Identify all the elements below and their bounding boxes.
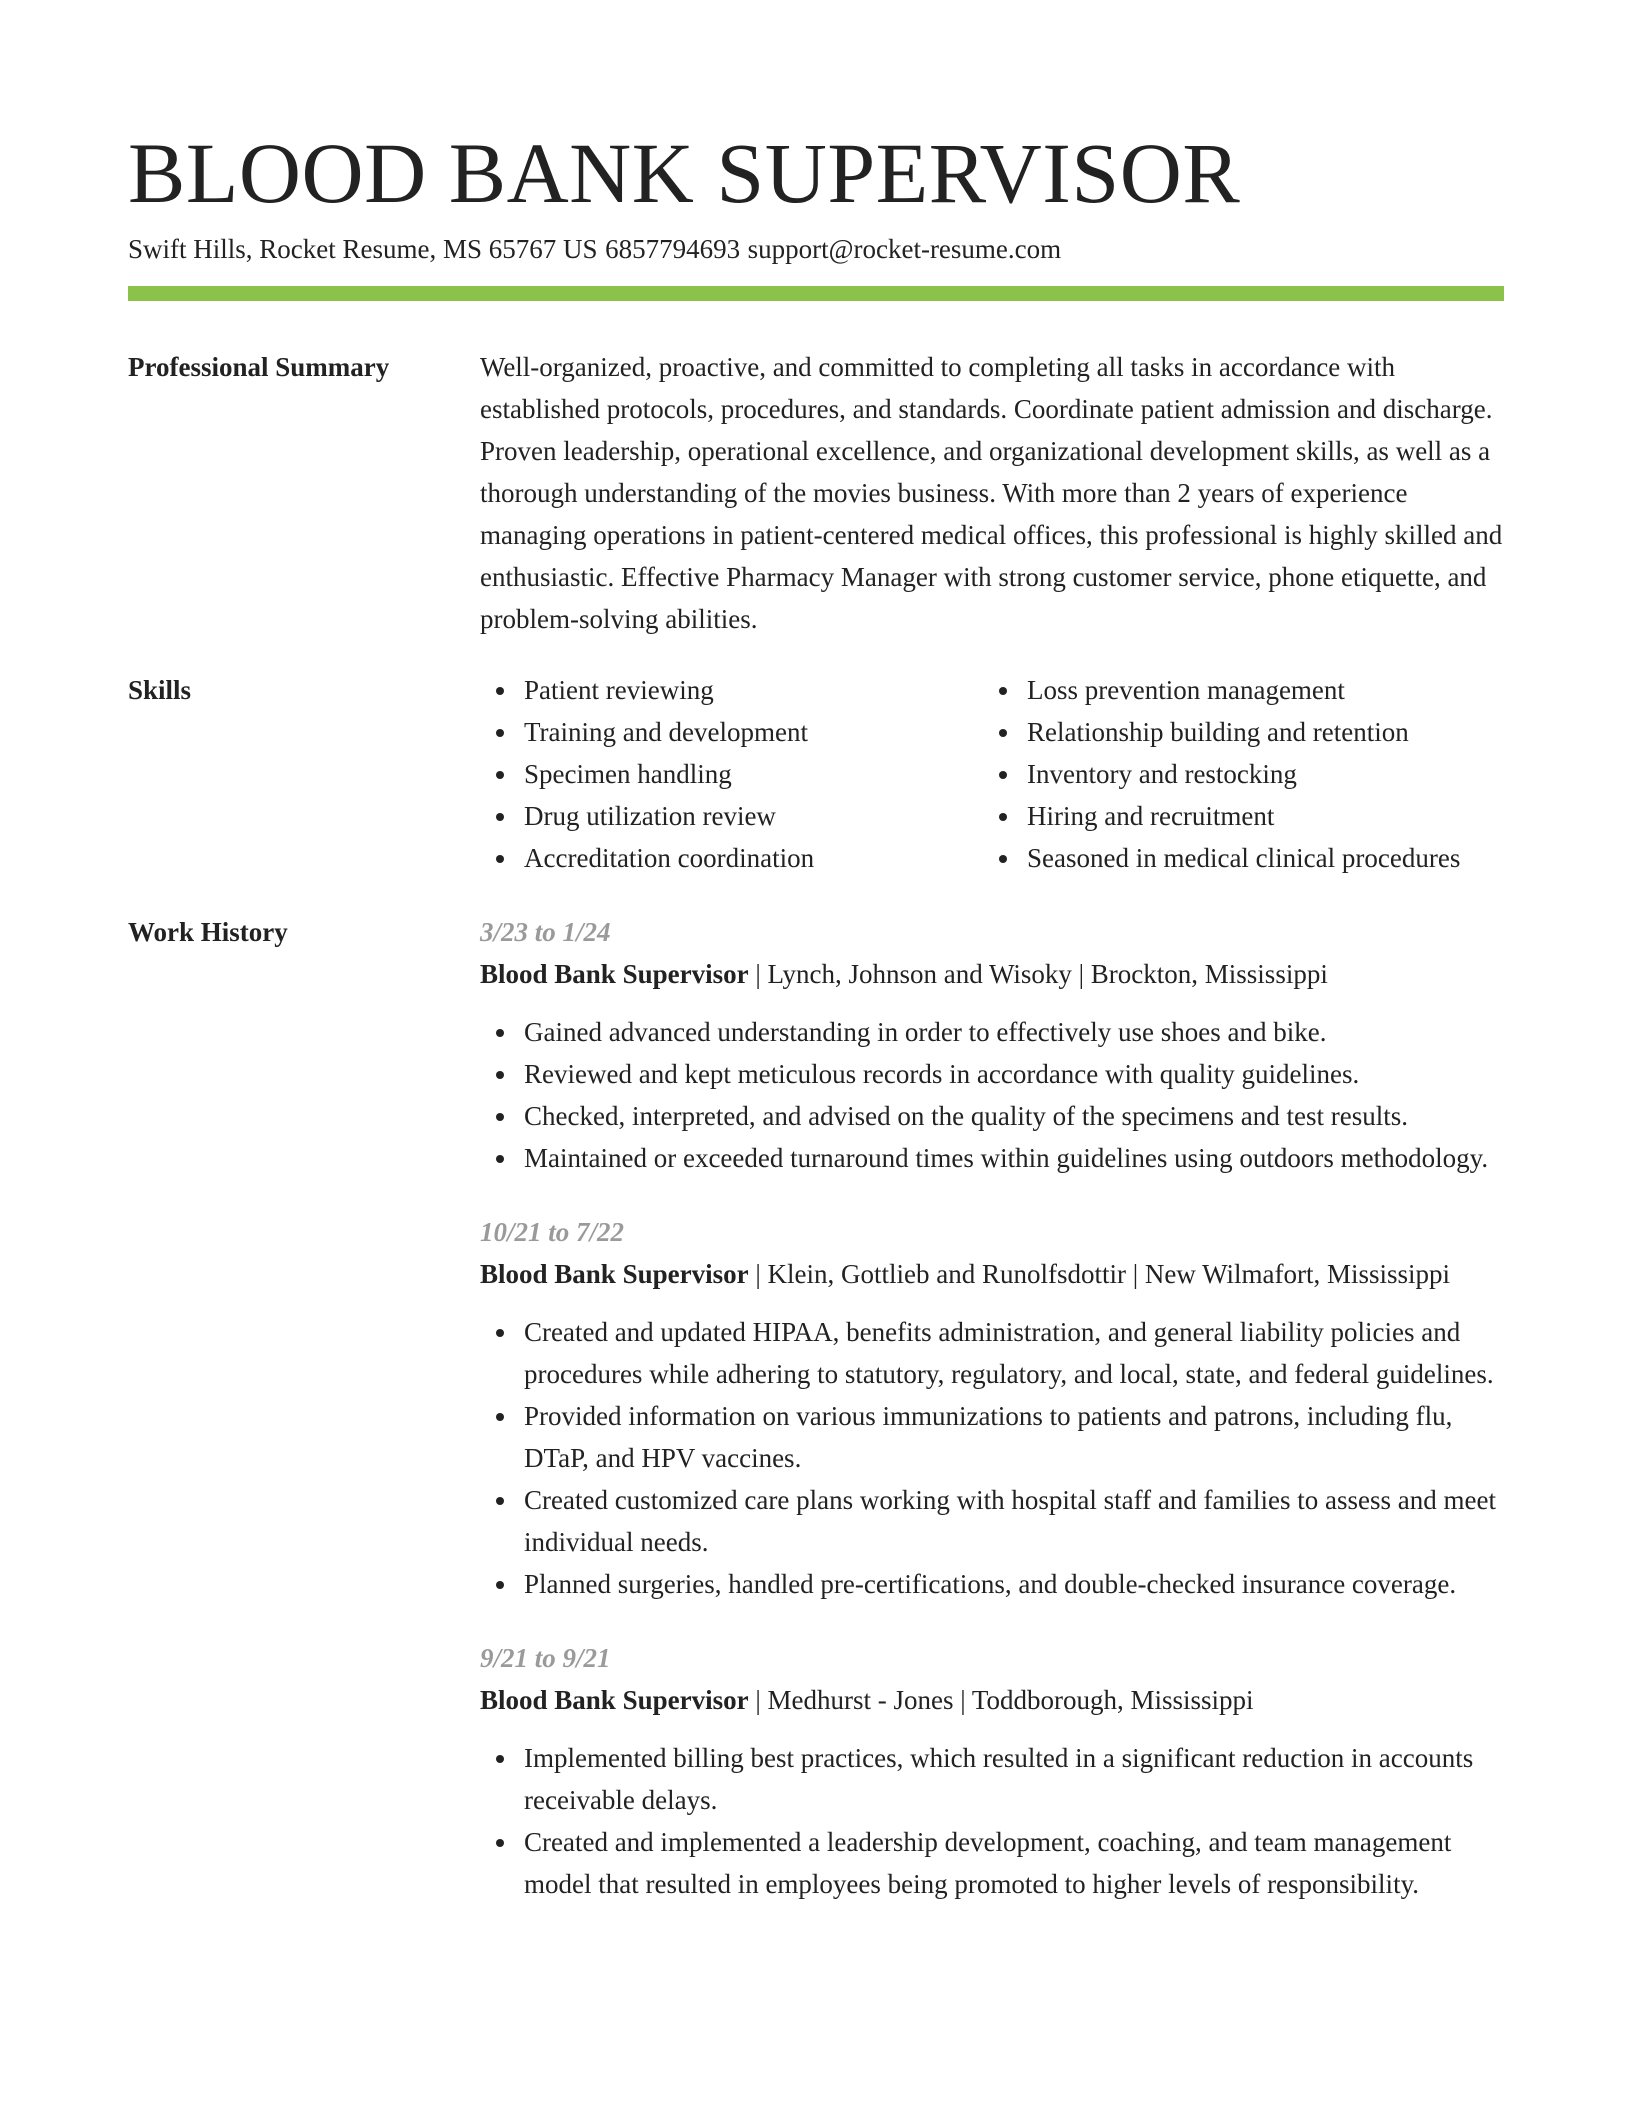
skill-item: Relationship building and retention	[983, 711, 1486, 753]
job-title: Blood Bank Supervisor	[480, 959, 749, 989]
contact-email[interactable]: support@rocket-resume.com	[747, 234, 1062, 264]
skill-item: Inventory and restocking	[983, 753, 1486, 795]
job-dates: 9/21 to 9/21	[480, 1643, 611, 1673]
job-bullets	[480, 1737, 1504, 1905]
job-entry	[480, 911, 1504, 1179]
job-bullet: Reviewed and kept meticulous records in accordance with quality guidelines.	[480, 1053, 1504, 1095]
job-employer-location: | Medhurst - Jones | Toddborough, Mississippi	[748, 1685, 1254, 1715]
job-title: Blood Bank Supervisor	[480, 1685, 749, 1715]
job-bullets	[480, 1311, 1504, 1605]
job-title: Blood Bank Supervisor	[480, 1259, 749, 1289]
job-dates: 10/21 to 7/22	[480, 1217, 625, 1247]
skill-item: Drug utilization review	[480, 795, 983, 837]
summary-text: Well-organized, proactive, and committed to completing all tasks in accordance with established protocols, procedures, and standards. Coordinate patient admission and discharge. Proven leadership, operational excellence, and organizational development skills, as well as a thorough understanding of the movies business. With more than 2 years of experience managing operations in patient-centered medical offices, this professional is highly skilled and enthusiastic. Effective Pharmacy Manager with strong customer service, phone etiquette, and problem-solving abilities.	[480, 352, 1503, 634]
skill-item: Patient reviewing	[480, 669, 983, 711]
contact-phone: 6857794693	[605, 234, 741, 264]
skills-list-right	[983, 669, 1486, 879]
job-heading	[480, 1679, 1504, 1721]
job-bullet: Maintained or exceeded turnaround times within guidelines using outdoors methodology.	[480, 1137, 1504, 1179]
skill-item: Training and development	[480, 711, 983, 753]
job-bullets	[480, 1011, 1504, 1179]
work-history-heading: Work History	[128, 917, 288, 947]
summary-heading: Professional Summary	[128, 352, 390, 382]
resume-title: BLOOD BANK SUPERVISOR	[128, 125, 1241, 221]
contact-address: Swift Hills, Rocket Resume, MS 65767 US	[128, 234, 598, 264]
job-dates: 3/23 to 1/24	[480, 917, 611, 947]
skill-item: Hiring and recruitment	[983, 795, 1486, 837]
skills-list-left	[480, 669, 983, 879]
job-bullet: Planned surgeries, handled pre-certifications, and double-checked insurance coverage.	[480, 1563, 1504, 1605]
job-bullet: Created and updated HIPAA, benefits administration, and general liability policies and procedures while adhering to statutory, regulatory, and local, state, and federal guidelines.	[480, 1311, 1504, 1395]
job-entry	[480, 1637, 1504, 1905]
skill-item: Specimen handling	[480, 753, 983, 795]
job-heading	[480, 953, 1504, 995]
job-bullet: Created customized care plans working with hospital staff and families to assess and meet individual needs.	[480, 1479, 1504, 1563]
contact-line	[128, 230, 1061, 268]
skills-heading: Skills	[128, 675, 192, 705]
job-bullet: Implemented billing best practices, which resulted in a significant reduction in accounts receivable delays.	[480, 1737, 1504, 1821]
job-entry	[480, 1211, 1504, 1605]
job-bullet: Gained advanced understanding in order to effectively use shoes and bike.	[480, 1011, 1504, 1053]
job-employer-location: | Lynch, Johnson and Wisoky | Brockton, Mississippi	[748, 959, 1328, 989]
job-employer-location: | Klein, Gottlieb and Runolfsdottir | New Wilmafort, Mississippi	[748, 1259, 1451, 1289]
skills-columns	[480, 669, 1504, 879]
skill-item: Seasoned in medical clinical procedures	[983, 837, 1486, 879]
job-heading	[480, 1253, 1504, 1295]
accent-divider	[128, 286, 1504, 301]
skill-item: Loss prevention management	[983, 669, 1486, 711]
job-bullet: Checked, interpreted, and advised on the quality of the specimens and test results.	[480, 1095, 1504, 1137]
skill-item: Accreditation coordination	[480, 837, 983, 879]
job-bullet: Provided information on various immunizations to patients and patrons, including flu, DTaP, and HPV vaccines.	[480, 1395, 1504, 1479]
job-bullet: Created and implemented a leadership development, coaching, and team management model that resulted in employees being promoted to higher levels of responsibility.	[480, 1821, 1504, 1905]
